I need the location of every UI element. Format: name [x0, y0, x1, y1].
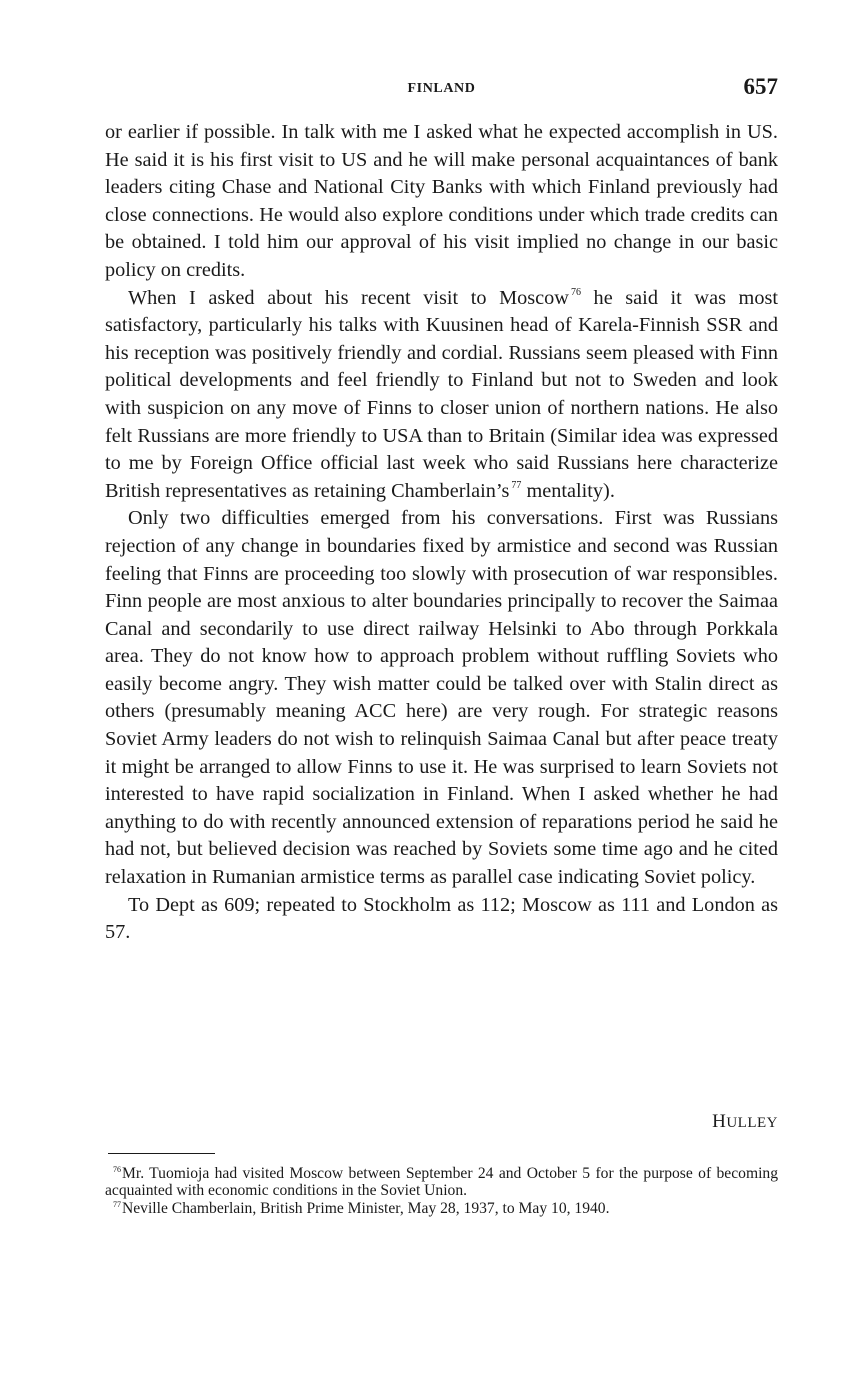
footnote-76: [105, 1165, 778, 1200]
footnotes: [105, 1165, 778, 1217]
footnote-marker-76: 76: [113, 1165, 121, 1174]
running-title: FINLAND: [407, 81, 476, 96]
footnote-ref-76: 76: [570, 286, 581, 298]
footnote-text-76: Mr. Tuomioja had visited Moscow between September 24 and October 5 for the purpose of becoming acquainted with economic conditions in the Soviet Union.: [105, 1165, 778, 1200]
signature-rest: ULLEY: [726, 1115, 778, 1131]
page-number: 657: [743, 74, 778, 99]
footnote-77: [105, 1200, 778, 1217]
running-head: [105, 74, 778, 106]
paragraph-2-text-b: he said it was most satisfactory, particularly his talks with Kuusinen head of Karela-Finnish SSR and his reception was positively friendly and cordial. Russians seem pleased with Finn political developments and feel friendly to Finland but not to Sweden and look with suspicion on any move of Finns to closer union of northern nations. He also felt Russians are more friendly to USA than to Britain (Similar idea was expressed to me by Foreign Office official last week who said Russians here characterize British representatives as retaining Chamberlain’s: [105, 286, 778, 502]
paragraph-3: Only two difficulties emerged from his conversations. First was Russians rejection of any change in boundaries fixed by armistice and second was Russian feeling that Finns are proceeding too slowly with prosecution of war responsibles. Finn people are most anxious to alter boundaries principally to recover the Saimaa Canal and secondarily to use direct railway Helsinki to Abo through Porkkala area. They do not know how to approach problem without ruffling Soviets who easily become angry. They wish matter could be talked over with Stalin direct as others (presumably meaning ACC here) are very rough. For strategic reasons Soviet Army leaders do not wish to relinquish Saimaa Canal but after peace treaty it might be arranged to allow Finns to use it. He was surprised to learn Soviets not interested to have rapid socialization in Finland. When I asked whether he had anything to do with recently announced extension of reparations period he said he had not, but believed decision was reached by Soviets some time ago and he cited relaxation in Rumanian armistice terms as parallel case indicating Soviet policy.: [105, 507, 778, 889]
signature-initial: H: [712, 1111, 727, 1132]
paragraph-2-text-a: When I asked about his recent visit to Moscow: [128, 286, 569, 309]
body-text: [105, 119, 778, 947]
footnote-text-77: Neville Chamberlain, British Prime Minister, May 28, 1937, to May 10, 1940.: [122, 1199, 610, 1217]
document-page: [105, 0, 778, 1380]
signature: [712, 1111, 778, 1133]
paragraph-1: or earlier if possible. In talk with me I asked what he expected accomplish in US. He said it is his first visit to US and he will make personal acquaintances of bank leaders citing Chase and National City Banks with which Finland previously had close connections. He would also explore conditions under which trade credits can be obtained. I told him our approval of his visit implied no change in our basic policy on credits.: [105, 121, 778, 281]
footnote-divider: [108, 1153, 215, 1154]
footnote-ref-77: 77: [511, 479, 522, 491]
paragraph-4: To Dept as 609; repeated to Stockholm as 112; Moscow as 111 and London as 57.: [105, 893, 778, 944]
paragraph-2-text-c: mentality).: [521, 479, 615, 502]
footnote-marker-77: 77: [113, 1199, 121, 1209]
paragraph-2: [105, 285, 778, 506]
